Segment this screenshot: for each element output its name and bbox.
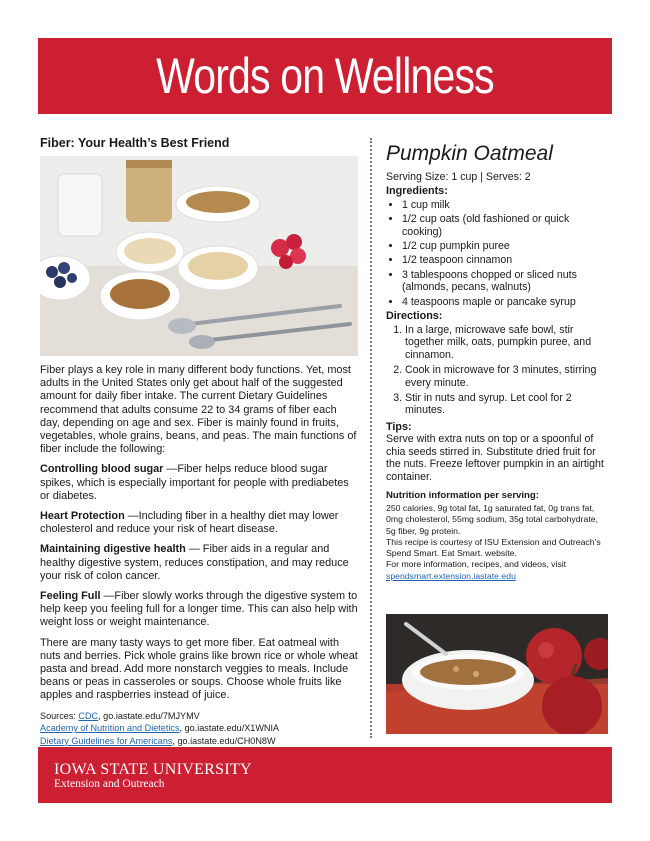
function-term: Maintaining digestive health (40, 543, 186, 556)
ingredients-list (386, 199, 608, 308)
function-item (40, 543, 358, 583)
page-title: Words on Wellness (156, 48, 494, 104)
function-item (40, 590, 358, 630)
header-banner (38, 38, 612, 114)
oatmeal-illustration (386, 614, 608, 734)
function-term: Heart Protection (40, 510, 125, 523)
article-heading: Fiber: Your Health’s Best Friend (40, 136, 230, 150)
unit-name: Extension and Outreach (54, 778, 165, 790)
sources-list (40, 710, 358, 748)
source-url: , go.iastate.edu/X1WNIA (179, 723, 280, 734)
tips-heading: Tips: (386, 420, 412, 433)
pumpkin-oatmeal-photo (386, 614, 608, 734)
source-link-cdc[interactable]: CDC (78, 710, 99, 721)
source-line (40, 735, 358, 748)
ingredient-item: • 1/2 teaspoon cinnamon (402, 254, 608, 266)
ingredient-item: • 3 tablespoons chopped or sliced nuts (almonds, pecans, walnuts) (402, 269, 608, 294)
nutrition-heading: Nutrition information per serving: (386, 490, 539, 502)
source-link-and[interactable]: Academy of Nutrition and Dietetics (40, 723, 180, 734)
tips-paragraph: There are many tasty ways to get more fiber. Eat oatmeal with nuts and berries. Pick whole grains like brown rice or whole wheat pasta and bread. Add more nonstarch veggies to meals. Include beans or peas in casseroles or soups. Choose whole fruits like apples and raspberries instead of juice. (40, 636, 358, 702)
column-divider (370, 138, 372, 738)
ingredient-item: • 1 cup milk (402, 199, 608, 211)
function-text: —Including fiber in a healthy diet may lower cholesterol and reduce your risk of heart disease. (40, 510, 339, 536)
recipe-card (386, 142, 608, 582)
source-url: , go.iastate.edu/CH0N8W (172, 735, 276, 746)
source-line (40, 722, 358, 735)
spendsmart-link[interactable]: spendsmart.extension.iastate.edu (386, 570, 516, 581)
function-item (40, 463, 358, 503)
ingredient-item: • 4 teaspoons maple or pancake syrup (402, 296, 608, 308)
function-term: Feeling Full (40, 590, 101, 603)
university-name: IOWA STATE UNIVERSITY (54, 761, 252, 778)
serving-info: Serving Size: 1 cup | Serves: 2 (386, 171, 531, 183)
function-text: —Fiber helps reduce blood sugar spikes, which is especially important for people with prediabetes or diabetes. (40, 463, 349, 502)
direction-step: 2. Cook in microwave for 3 minutes, stirring every minute. (405, 364, 608, 389)
direction-step: 3. Stir in nuts and syrup. Let cool for 2 minutes. (405, 392, 608, 417)
recipe-title: Pumpkin Oatmeal (386, 142, 553, 165)
direction-step: 1. In a large, microwave safe bowl, stir together milk, oats, pumpkin puree, and cinnamon. (405, 324, 608, 361)
function-text: — Fiber aids in a regular and healthy digestive system, reduces constipation, and may reduce your risk of colon cancer. (40, 543, 349, 582)
ingredient-item: • 1/2 cup oats (old fashioned or quick cooking) (402, 213, 608, 238)
intro-paragraph: Fiber plays a key role in many different body functions. Yet, most adults in the United States only get about half of the suggested amount for daily fiber intake. The current Dietary Guidelines recommend that adults consume 22 to 34 grams of fiber each day, depending on age and sex. Fiber is mainly found in fruits, vegetables, whole grains, beans, and peas. The main functions of fiber include the following: (40, 364, 357, 456)
ingredient-item: • 1/2 cup pumpkin puree (402, 240, 608, 252)
source-link-dga[interactable]: Dietary Guidelines for Americans (40, 735, 173, 746)
recipe-courtesy: This recipe is courtesy of ISU Extension and Outreach’s Spend Smart. Eat Smart. website. (386, 536, 601, 559)
nutrition-block (386, 490, 608, 582)
function-item (40, 510, 358, 536)
fiber-foods-illustration (40, 156, 358, 356)
ingredients-heading: Ingredients: (386, 184, 448, 197)
nutrition-facts: 250 calories, 9g total fat, 1g saturated fat, 0g trans fat, 0mg cholesterol, 55mg sodium, 35g total carbohydrate, 5g fiber, 9g protein. (386, 503, 598, 536)
fiber-article (40, 136, 358, 747)
fiber-foods-photo (40, 156, 358, 356)
footer-banner (38, 747, 612, 803)
directions-list (386, 324, 608, 417)
function-text: —Fiber slowly works through the digestive system to help keep you feeling full for a longer time. This can also help with weight loss or weight maintenance. (40, 590, 358, 629)
sources-label: Sources: (40, 710, 79, 721)
recipe-tips: Serve with extra nuts on top or a spoonful of chia seeds stirred in. Substitute dried fruit for the nuts. Freeze leftover pumpkin in an airtight container. (386, 432, 604, 484)
more-info-text: For more information, recipes, and videos, visit (386, 559, 567, 570)
directions-heading: Directions: (386, 310, 443, 323)
source-line (40, 710, 358, 723)
isu-logo (54, 761, 252, 790)
function-term: Controlling blood sugar (40, 463, 164, 476)
source-url: , go.iastate.edu/7MJYMV (98, 710, 200, 721)
